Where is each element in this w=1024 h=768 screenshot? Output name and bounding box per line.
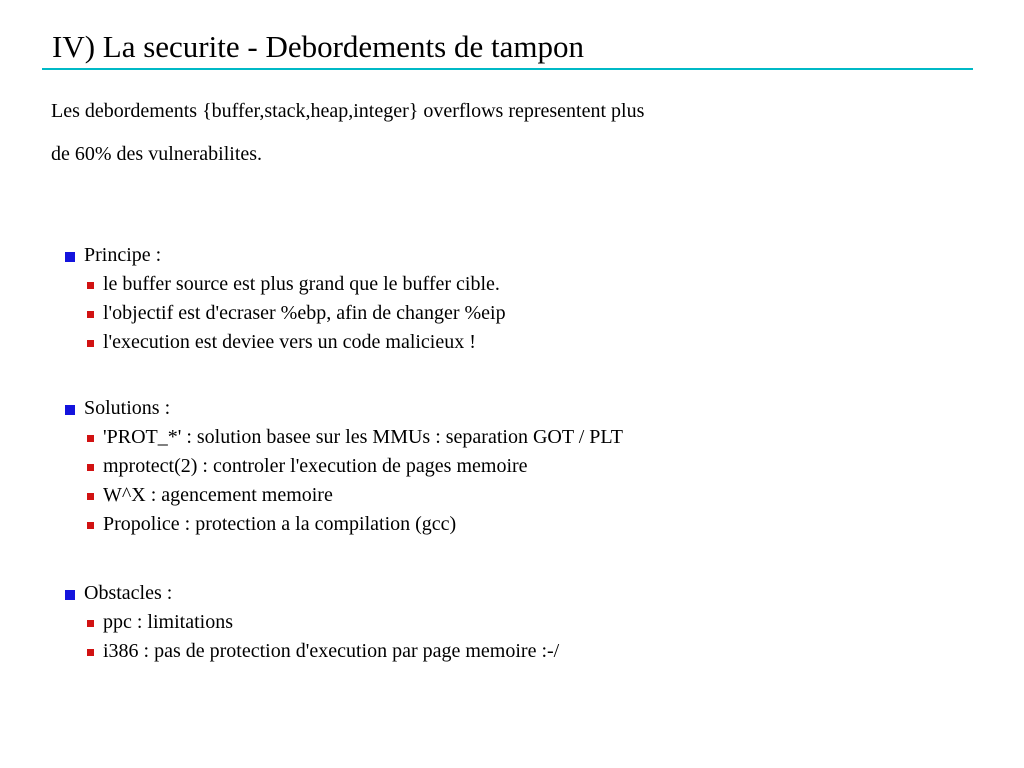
list-item bbox=[87, 423, 623, 452]
title-underline-rule bbox=[42, 68, 973, 70]
list-item-text: i386 : pas de protection d'execution par page memoire :-/ bbox=[103, 640, 560, 662]
list-item bbox=[87, 328, 506, 357]
slide-title: IV) La securite - Debordements de tampon bbox=[52, 29, 584, 64]
red-square-bullet-icon bbox=[87, 435, 94, 442]
sub-list bbox=[87, 423, 623, 539]
red-square-bullet-icon bbox=[87, 340, 94, 347]
intro-paragraph bbox=[51, 90, 644, 176]
list-item-text: mprotect(2) : controler l'execution de pages memoire bbox=[103, 455, 528, 477]
intro-line-1: Les debordements {buffer,stack,heap,integer} overflows representent plus bbox=[51, 100, 645, 122]
list-item bbox=[87, 452, 623, 481]
list-item-text: 'PROT_*' : solution basee sur les MMUs : separation GOT / PLT bbox=[103, 426, 623, 448]
list-item bbox=[87, 637, 559, 666]
red-square-bullet-icon bbox=[87, 493, 94, 500]
group-header bbox=[65, 241, 506, 270]
group-label: Principe : bbox=[84, 244, 162, 266]
group-header bbox=[65, 579, 559, 608]
list-item bbox=[87, 270, 506, 299]
blue-square-bullet-icon bbox=[65, 405, 75, 415]
blue-square-bullet-icon bbox=[65, 252, 75, 262]
sub-list bbox=[87, 608, 559, 666]
list-item bbox=[87, 481, 623, 510]
list-item bbox=[87, 299, 506, 328]
red-square-bullet-icon bbox=[87, 522, 94, 529]
red-square-bullet-icon bbox=[87, 464, 94, 471]
group-label: Solutions : bbox=[84, 397, 171, 419]
bullet-group-principe bbox=[65, 241, 506, 357]
list-item-text: Propolice : protection a la compilation (gcc) bbox=[103, 513, 457, 535]
list-item-text: W^X : agencement memoire bbox=[103, 484, 333, 506]
group-header bbox=[65, 394, 623, 423]
bullet-group-obstacles bbox=[65, 579, 559, 666]
list-item-text: le buffer source est plus grand que le buffer cible. bbox=[103, 273, 500, 295]
list-item-text: ppc : limitations bbox=[103, 611, 233, 633]
group-label: Obstacles : bbox=[84, 582, 173, 604]
sub-list bbox=[87, 270, 506, 357]
red-square-bullet-icon bbox=[87, 620, 94, 627]
red-square-bullet-icon bbox=[87, 282, 94, 289]
red-square-bullet-icon bbox=[87, 649, 94, 656]
list-item bbox=[87, 510, 623, 539]
intro-line-2: de 60% des vulnerabilites. bbox=[51, 143, 263, 165]
list-item-text: l'execution est deviee vers un code malicieux ! bbox=[103, 331, 476, 353]
blue-square-bullet-icon bbox=[65, 590, 75, 600]
list-item bbox=[87, 608, 559, 637]
red-square-bullet-icon bbox=[87, 311, 94, 318]
list-item-text: l'objectif est d'ecraser %ebp, afin de changer %eip bbox=[103, 302, 506, 324]
bullet-group-solutions bbox=[65, 394, 623, 539]
